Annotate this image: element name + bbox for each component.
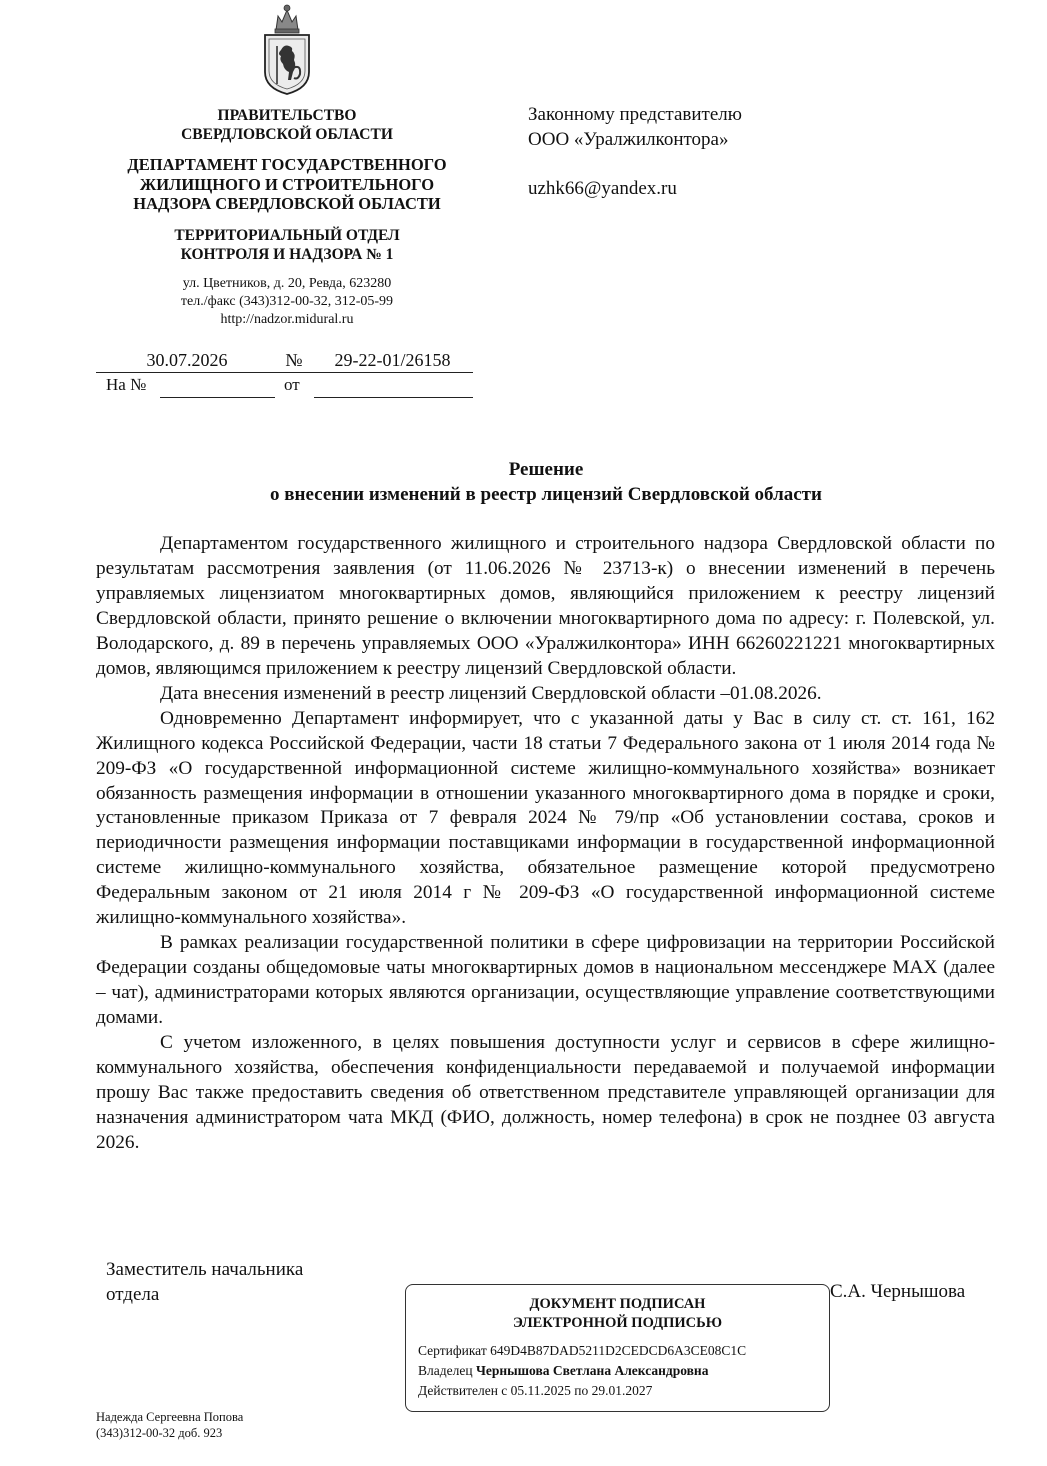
stamp-details	[418, 1341, 746, 1401]
body-paragraph: Департаментом государственного жилищного и строительного надзора Свердловской области по результатам рассмотрения заявления (от 11.06.2026 № 23713-к) о внесении изменений в перечень управляемых лицензиатом многоквартирных домов, являющийся приложением к реестру лицензий Свердловской области, принято решение о включении многоквартирного дома по адресу: г. Полевской, ул. Володарского, д. 89 в перечень управляемых ООО «Уралжилконтора» ИНН 66260221221 многоквартирных домов, являющимся приложением к реестру лицензий Свердловской области.	[96, 533, 995, 679]
valid-to: 29.01.2027	[591, 1383, 653, 1398]
reference-number-blank	[160, 397, 275, 398]
stamp-owner-row: Владелец Чернышова Светлана Александровна	[418, 1363, 709, 1378]
stamp-certificate-row: Сертификат 649D4B87DAD5211D2CEDCD6A3CE08C1C	[418, 1343, 747, 1358]
electronic-signature-stamp	[405, 1284, 830, 1412]
government-heading: ПРАВИТЕЛЬСТВО СВЕРДЛОВСКОЙ ОБЛАСТИ	[181, 107, 393, 143]
reference-date-blank	[314, 397, 473, 398]
body-paragraph: Дата внесения изменений в реестр лицензий Свердловской области –01.08.2026.	[160, 682, 822, 704]
reference-from-label: от	[284, 375, 300, 394]
territorial-office-heading: ТЕРРИТОРИАЛЬНЫЙ ОТДЕЛ КОНТРОЛЯ И НАДЗОРА № 1	[174, 227, 400, 263]
body-paragraph: Одновременно Департамент информирует, что с указанной даты у Вас в силу ст. ст. 161, 162 Жилищного кодекса Российской Федерации, части 18 статьи 7 Федерального закона от 1 июля 2014 года № 209-ФЗ «О государственной информационной системе жилищно-коммунального хозяйства» возникает обязанность размещения информации в отношении указанного многоквартирного дома в порядке и сроки, установленные приказом Приказа от 7 февраля 2024 № 79/пр «Об установлении состава, сроков и периодичности размещения информации поставщиками информации в государственной информационной системе жилищно-коммунального хозяйства, обязательное размещение которой предусмотрено Федеральным законом от 21 июля 2014 г № 209-ФЗ «О государственной информационной системе жилищно-коммунального хозяйства».	[96, 707, 995, 929]
body-paragraph: В рамках реализации государственной политики в сфере цифровизации на территории Российской Федерации созданы общедомовые чаты многоквартирных домов в национальном мессенджере MAX (далее – чат), администраторами которых являются организации, осуществляющие управление соответствующими домами.	[96, 932, 995, 1029]
stamp-title: ДОКУМЕНТ ПОДПИСАН ЭЛЕКТРОННОЙ ПОДПИСЬЮ	[512, 1296, 723, 1331]
registration-underline	[96, 372, 473, 373]
executor-phone: (343)312-00-32 доб. 923	[96, 1426, 223, 1440]
document-title: Решение о внесении изменений в реестр лицензий Свердловской области	[270, 459, 822, 505]
executor-name: Надежда Сергеевна Попова	[96, 1410, 244, 1424]
addressee-email: uzhk66@yandex.ru	[528, 178, 677, 199]
department-heading: ДЕПАРТАМЕНТ ГОСУДАРСТВЕННОГО ЖИЛИЩНОГО И СТРОИТЕЛЬНОГО НАДЗОРА СВЕРДЛОВСКОЙ ОБЛАСТИ	[127, 155, 447, 213]
valid-from: 05.11.2025	[510, 1383, 571, 1398]
signer-name: С.А. Чернышова	[830, 1281, 966, 1302]
signer-position: Заместитель начальника отдела	[106, 1259, 304, 1305]
addressee-block: Законному представителю ООО «Уралжилконтора» uzhk66@yandex.ru	[528, 104, 742, 199]
sverdlovsk-coat-of-arms-icon	[262, 2, 312, 96]
document-body	[96, 532, 995, 1156]
registration-number-label: №	[285, 350, 303, 370]
executor-info	[96, 1409, 243, 1441]
body-paragraph: С учетом изложенного, в целях повышения доступности услуг и сервисов в сфере жилищно-коммунального хозяйства, обеспечения конфиденциальности передаваемой и получаемой информации прошу Вас также предоставить сведения об ответственном представителе управляющей организации для назначения администратором чата МКД (ФИО, должность, номер телефона) в срок не позднее 03 августа 2026.	[96, 1032, 995, 1153]
registration-date: 30.07.2026	[146, 350, 228, 370]
certificate-serial: 649D4B87DAD5211D2CEDCD6A3CE08C1C	[490, 1343, 747, 1358]
sender-address: ул. Цветников, д. 20, Ревда, 623280 тел./факс (343)312-00-32, 312-05-99 http://nadzor.midural.ru	[180, 276, 394, 327]
registration-number: 29-22-01/26158	[334, 350, 451, 370]
certificate-owner: Чернышова Светлана Александровна	[475, 1363, 709, 1378]
reference-number-label: На №	[106, 375, 147, 394]
stamp-validity-row: Действителен с 05.11.2025 по 29.01.2027	[418, 1383, 653, 1398]
